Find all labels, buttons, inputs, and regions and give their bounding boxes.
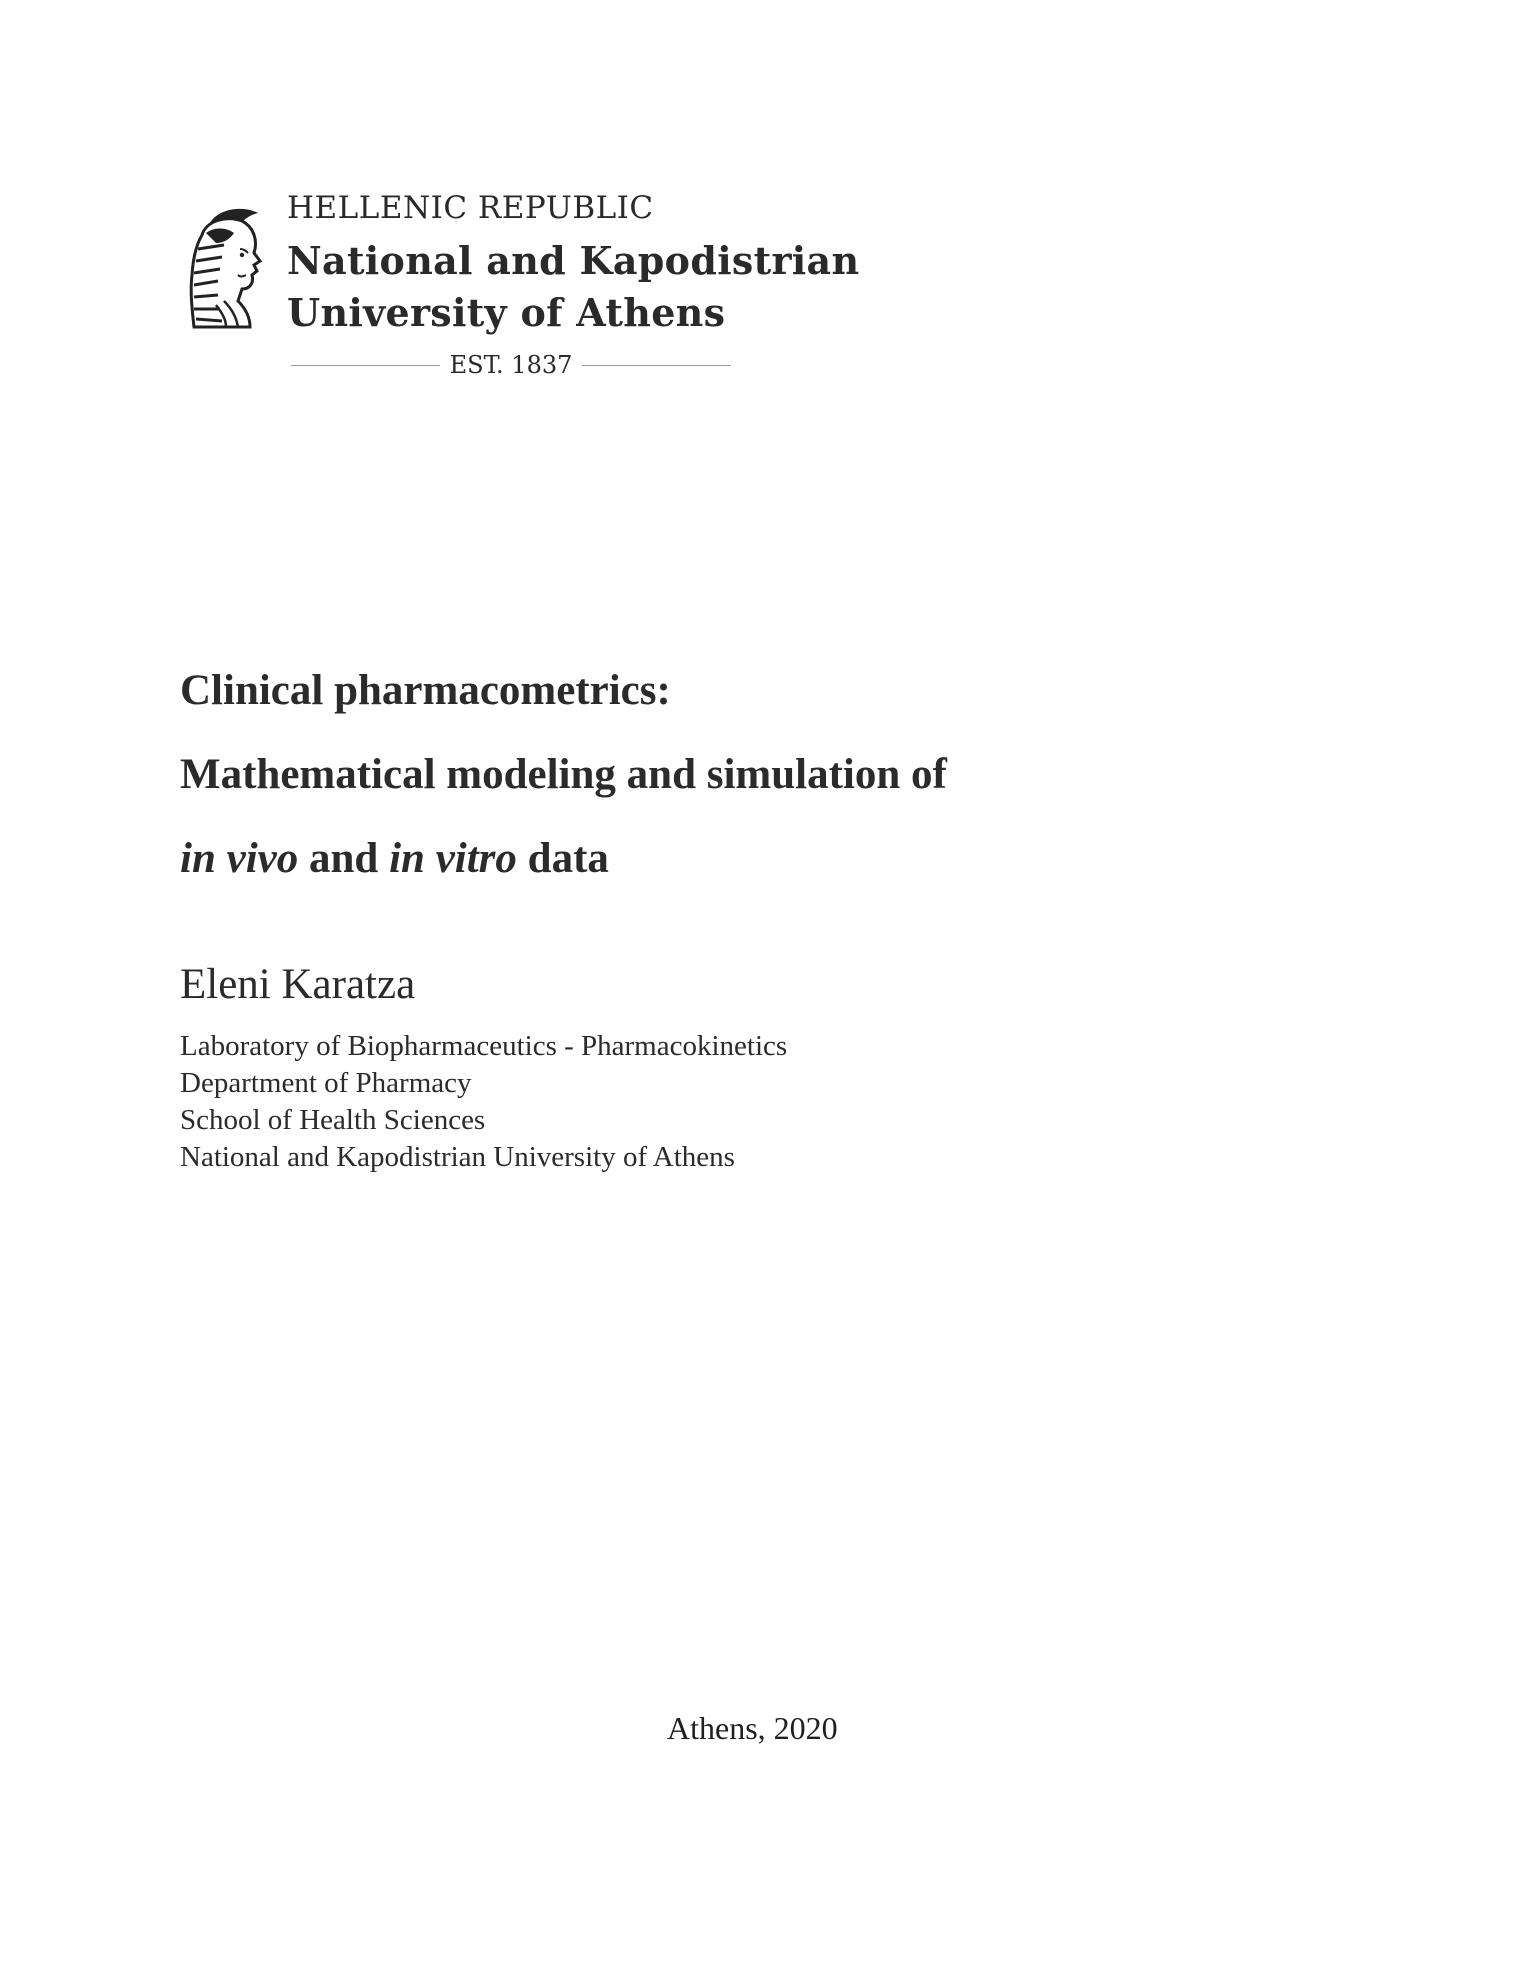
title-line-2: Mathematical modeling and simulation of xyxy=(180,751,947,798)
established-row xyxy=(291,348,731,382)
title-line-1: Clinical pharmacometrics: xyxy=(180,667,671,714)
affiliation-laboratory: Laboratory of Biopharmaceutics - Pharmacokinetics xyxy=(180,1030,788,1062)
republic-label: HELLENIC REPUBLIC xyxy=(287,190,654,226)
athena-head-emblem-icon xyxy=(180,205,270,330)
divider-right xyxy=(582,365,731,366)
title-line-3 xyxy=(180,833,1380,917)
affiliation-university: National and Kapodistrian University of Athens xyxy=(180,1141,735,1173)
university-name-line2: University of Athens xyxy=(287,290,726,335)
affiliation-department: Department of Pharmacy xyxy=(180,1067,472,1099)
author-name: Eleni Karatza xyxy=(180,961,416,1008)
established-label: EST. 1837 xyxy=(449,351,573,379)
title-and: and xyxy=(298,835,390,882)
affiliation-school: School of Health Sciences xyxy=(180,1104,486,1136)
place-and-date: Athens, 2020 xyxy=(667,1710,838,1746)
thesis-title xyxy=(180,665,1380,917)
affiliation-block xyxy=(180,1028,787,1176)
title-data: data xyxy=(516,835,609,882)
university-name-line1: National and Kapodistrian xyxy=(287,238,860,283)
title-in-vivo: in vivo xyxy=(180,835,299,882)
divider-left xyxy=(291,365,440,366)
university-logo xyxy=(180,190,880,390)
title-in-vitro: in vitro xyxy=(389,835,517,882)
